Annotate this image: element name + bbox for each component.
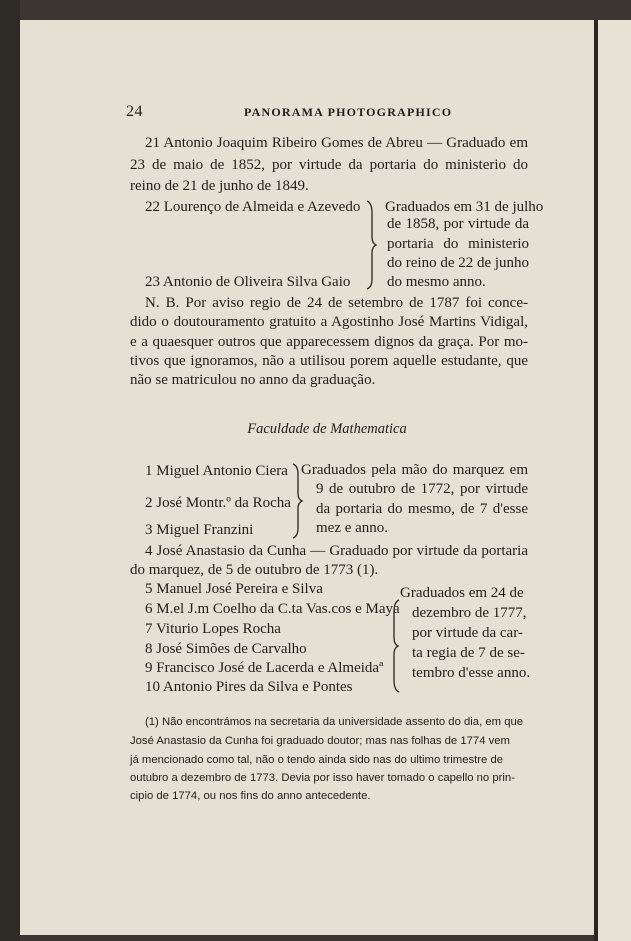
note-22-23-line-1: Graduados em 31 de julho <box>385 199 544 215</box>
page-number: 24 <box>126 103 143 120</box>
note-22-23-line-3: portaria do ministerio <box>387 236 529 252</box>
nb-line-1: N. B. Por aviso regio de 24 de setembro de 1787 foi conce- <box>145 295 528 311</box>
entry-2-name: 2 José Montr.º da Rocha <box>145 495 291 511</box>
note-5-10-line-3: por virtude da car- <box>412 625 523 641</box>
note-22-23-line-2: de 1858, por virtude da <box>387 216 529 232</box>
entry-6-name: 6 M.el J.m Coelho da C.ta Vas.cos e Maya <box>145 601 400 617</box>
footnote-line-3: já mencionado como tal, não o tendo ainda sido nas do ultimo trimestre de <box>130 754 504 766</box>
footnote-line-2: José Anastasio da Cunha foi graduado doutor; mas nas folhas de 1774 vem <box>130 735 510 747</box>
entry-10-name: 10 Antonio Pires da Silva e Pontes <box>145 679 353 695</box>
note-1-3-line-2: 9 de outubro de 1772, por virtude <box>316 481 528 497</box>
entry-4-line-2: do marquez, de 5 de outubro de 1773 (1). <box>130 562 379 578</box>
nb-line-5: não se matriculou no anno da graduação. <box>130 372 376 388</box>
scan-left-edge <box>0 0 20 941</box>
section-heading: Faculdade de Mathematica <box>247 421 407 437</box>
entry-7-name: 7 Viturio Lopes Rocha <box>145 621 281 637</box>
entry-8-name: 8 José Simões de Carvalho <box>145 641 307 657</box>
entry-1-name: 1 Miguel Antonio Ciera <box>145 463 288 479</box>
footnote-line-5: cipio de 1774, ou nos fins do anno antecedente. <box>130 790 371 802</box>
facing-page-edge <box>594 20 631 941</box>
entry-22-name: 22 Lourenço de Almeida e Azevedo <box>145 199 361 215</box>
nb-line-2: dido o doutouramento gratuito a Agostinho José Martins Vidigal, <box>130 314 528 330</box>
nb-line-3: e a quaesquer outros que apparecessem dignos da graça. Por mo- <box>130 334 528 350</box>
brace-5-10 <box>390 598 404 694</box>
entry-9-name: 9 Francisco José de Lacerda e Almeidaª <box>145 660 384 676</box>
entry-5-name: 5 Manuel José Pereira e Silva <box>145 581 323 597</box>
note-1-3-line-3: da portaria do mesmo, de 7 d'esse <box>316 501 528 517</box>
entry-21-line-3: reino de 21 de junho de 1849. <box>130 178 309 194</box>
note-5-10-line-4: ta regia de 7 de se- <box>412 645 525 661</box>
nb-line-4: tivos que ignoramos, não a utilisou porem aquelle estudante, que <box>130 353 528 369</box>
note-22-23-line-4: do reino de 22 de junho <box>387 255 530 271</box>
footnote-line-1: (1) Não encontrámos na secretaria da universidade assento do dia, em que <box>145 716 524 728</box>
brace-22-23 <box>364 199 378 291</box>
note-5-10-line-1: Graduados em 24 de <box>400 585 524 601</box>
note-1-3-line-4: mez e anno. <box>316 520 389 536</box>
note-22-23-line-5: do mesmo anno. <box>387 274 486 290</box>
note-1-3-line-1: Graduados pela mão do marquez em <box>301 462 528 478</box>
entry-4-line-1: 4 José Anastasio da Cunha — Graduado por virtude da portaria <box>145 543 528 559</box>
running-title: PANORAMA PHOTOGRAPHICO <box>244 105 453 119</box>
note-5-10-line-2: dezembro de 1777, <box>412 605 527 621</box>
entry-23-name: 23 Antonio de Oliveira Silva Gaio <box>145 274 351 290</box>
footnote-line-4: outubro a dezembro de 1773. Devia por isso haver tomado o capello no prin- <box>130 772 515 784</box>
entry-3-name: 3 Miguel Franzini <box>145 522 254 538</box>
note-5-10-line-5: tembro d'esse anno. <box>412 665 531 681</box>
entry-21-line-2: 23 de maio de 1852, por virtude da portaria do ministerio do <box>130 157 528 173</box>
entry-21-line-1: 21 Antonio Joaquim Ribeiro Gomes de Abreu — Graduado em <box>145 135 528 151</box>
